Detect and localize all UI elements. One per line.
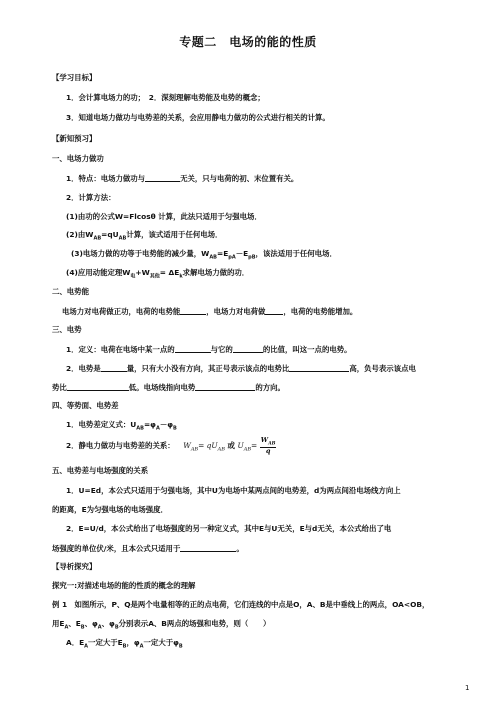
answer-blank[interactable] (180, 306, 206, 315)
fraction-w-over-q: $\frac{W_{AB}}{q}$ (260, 436, 276, 456)
heading-potential: 三、电势 (52, 325, 82, 334)
answer-blank[interactable] (101, 363, 127, 372)
answer-blank[interactable] (233, 344, 263, 353)
potential-definition: 1．定义：电荷在电场中某一点的 与它的 的比值，叫这一点的电势。 (66, 345, 352, 354)
calc-method-heading: 2．计算方法： (66, 193, 116, 202)
answer-blank[interactable] (67, 382, 129, 391)
page-number: 1 (465, 684, 470, 692)
answer-blank[interactable] (265, 306, 283, 315)
section-guided-inquiry: 【导析探究】 (52, 562, 97, 571)
heading-difference-field: 五、电势差与电场强度的关系 (52, 466, 149, 475)
answer-blank[interactable] (289, 363, 349, 372)
goal-line-2: 3．知道电场力做功与电势差的关系，会应用静电力做功的公式进行相关的计算。 (66, 113, 330, 122)
inquiry-heading: 探究一:对描述电场的能的性质的概念的理解 (52, 581, 196, 590)
potential-scalar-line-cont: 势比 低。电场线指向电势 的方向。 (52, 383, 285, 392)
section-learning-goals: 【学习目标】 (52, 73, 97, 82)
ued-line-1: 1．U=Ed，本公式只适用于匀强电场，其中U为电场中某两点间的电势差，d为两点间沿电场线方向上 (66, 486, 401, 495)
feature-line: 1．特点：电场力做功与 无关，只与电荷的初、末位置有关。 (66, 174, 299, 183)
answer-blank[interactable] (145, 173, 180, 182)
formula-w-qu: $W_{AB}= qU_{AB}$ (183, 441, 225, 453)
heading-field-work: 一、电场力做功 (52, 154, 104, 163)
eud-line-1: 2．E=U/d，本公式给出了电场强度的另一种定义式，其中E与U无关，E与d无关，本公式给出了电 (66, 524, 392, 533)
potential-energy-line: 电场力对电荷做正功，电荷的电势能 ，电场力对电荷做 ，电荷的电势能增加。 (62, 307, 358, 316)
heading-equipotential: 四、等势面、电势差 (52, 401, 119, 410)
answer-blank[interactable] (195, 382, 255, 391)
ued-line-2: 的距离，E为匀强电场的电场强度． (52, 505, 168, 514)
eud-line-2: 场强度的单位伏/米，且本公式只适用于 。 (52, 544, 244, 553)
heading-potential-energy: 二、电势能 (52, 287, 89, 296)
potential-scalar-line: 2．电势是 量，只有大小没有方向，其正号表示该点的电势比 高，负号表示该点电 (66, 364, 416, 373)
option-a[interactable]: A．$E_A$一定大于$E_B$，$\varphi_A$一定大于$\varphi_B$ (66, 638, 183, 650)
work-potential-relation: 2．静电力做功与电势差的关系： $W_{AB}= qU_{AB}$ 或 $U_{AB}=$ $\frac{W_{AB}}{q}$ (66, 436, 276, 456)
method-2: (2)由$W_{AB}=qU_{AB}$计算，该式适用于任何电场． (66, 230, 223, 242)
page-title: 专题二 电场的能的性质 (179, 35, 317, 49)
method-4: (4)应用动能定理$W_电+W_{其他}= \Delta E_k$求解电场力做的功． (66, 268, 250, 280)
example-1-line-2: 用$E_A$、$E_B$、$\varphi_A$、$\varphi_B$分别表示A、B两点的场强和电势，则（ ） (52, 619, 271, 631)
example-1-line-1: 例 1 如图所示，P、Q是两个电量相等的正的点电荷，它们连线的中点是O，A、B是中垂线上的两点，OA<OB， (52, 600, 430, 609)
method-1: (1)由功的公式W=Flcosθ 计算，此法只适用于匀强电场． (66, 212, 262, 221)
answer-blank[interactable] (180, 543, 236, 552)
formula-u-wq: $U_{AB}=$ (237, 441, 258, 453)
section-preview: 【新知预习】 (52, 134, 97, 143)
answer-blank[interactable] (175, 344, 211, 353)
potential-difference-definition: 1．电势差定义式：$U_{AB}=\varphi_A-\varphi_B$ (66, 420, 177, 432)
method-3: (3)电场力做的功等于电势能的减少量，$W_{AB}=E_{pA}-E_{pB}$，该法适用于任何电场． (71, 249, 337, 261)
goal-line-1: 1．会计算电场力的功； 2．深刻理解电势能及电势的概念； (66, 93, 265, 102)
